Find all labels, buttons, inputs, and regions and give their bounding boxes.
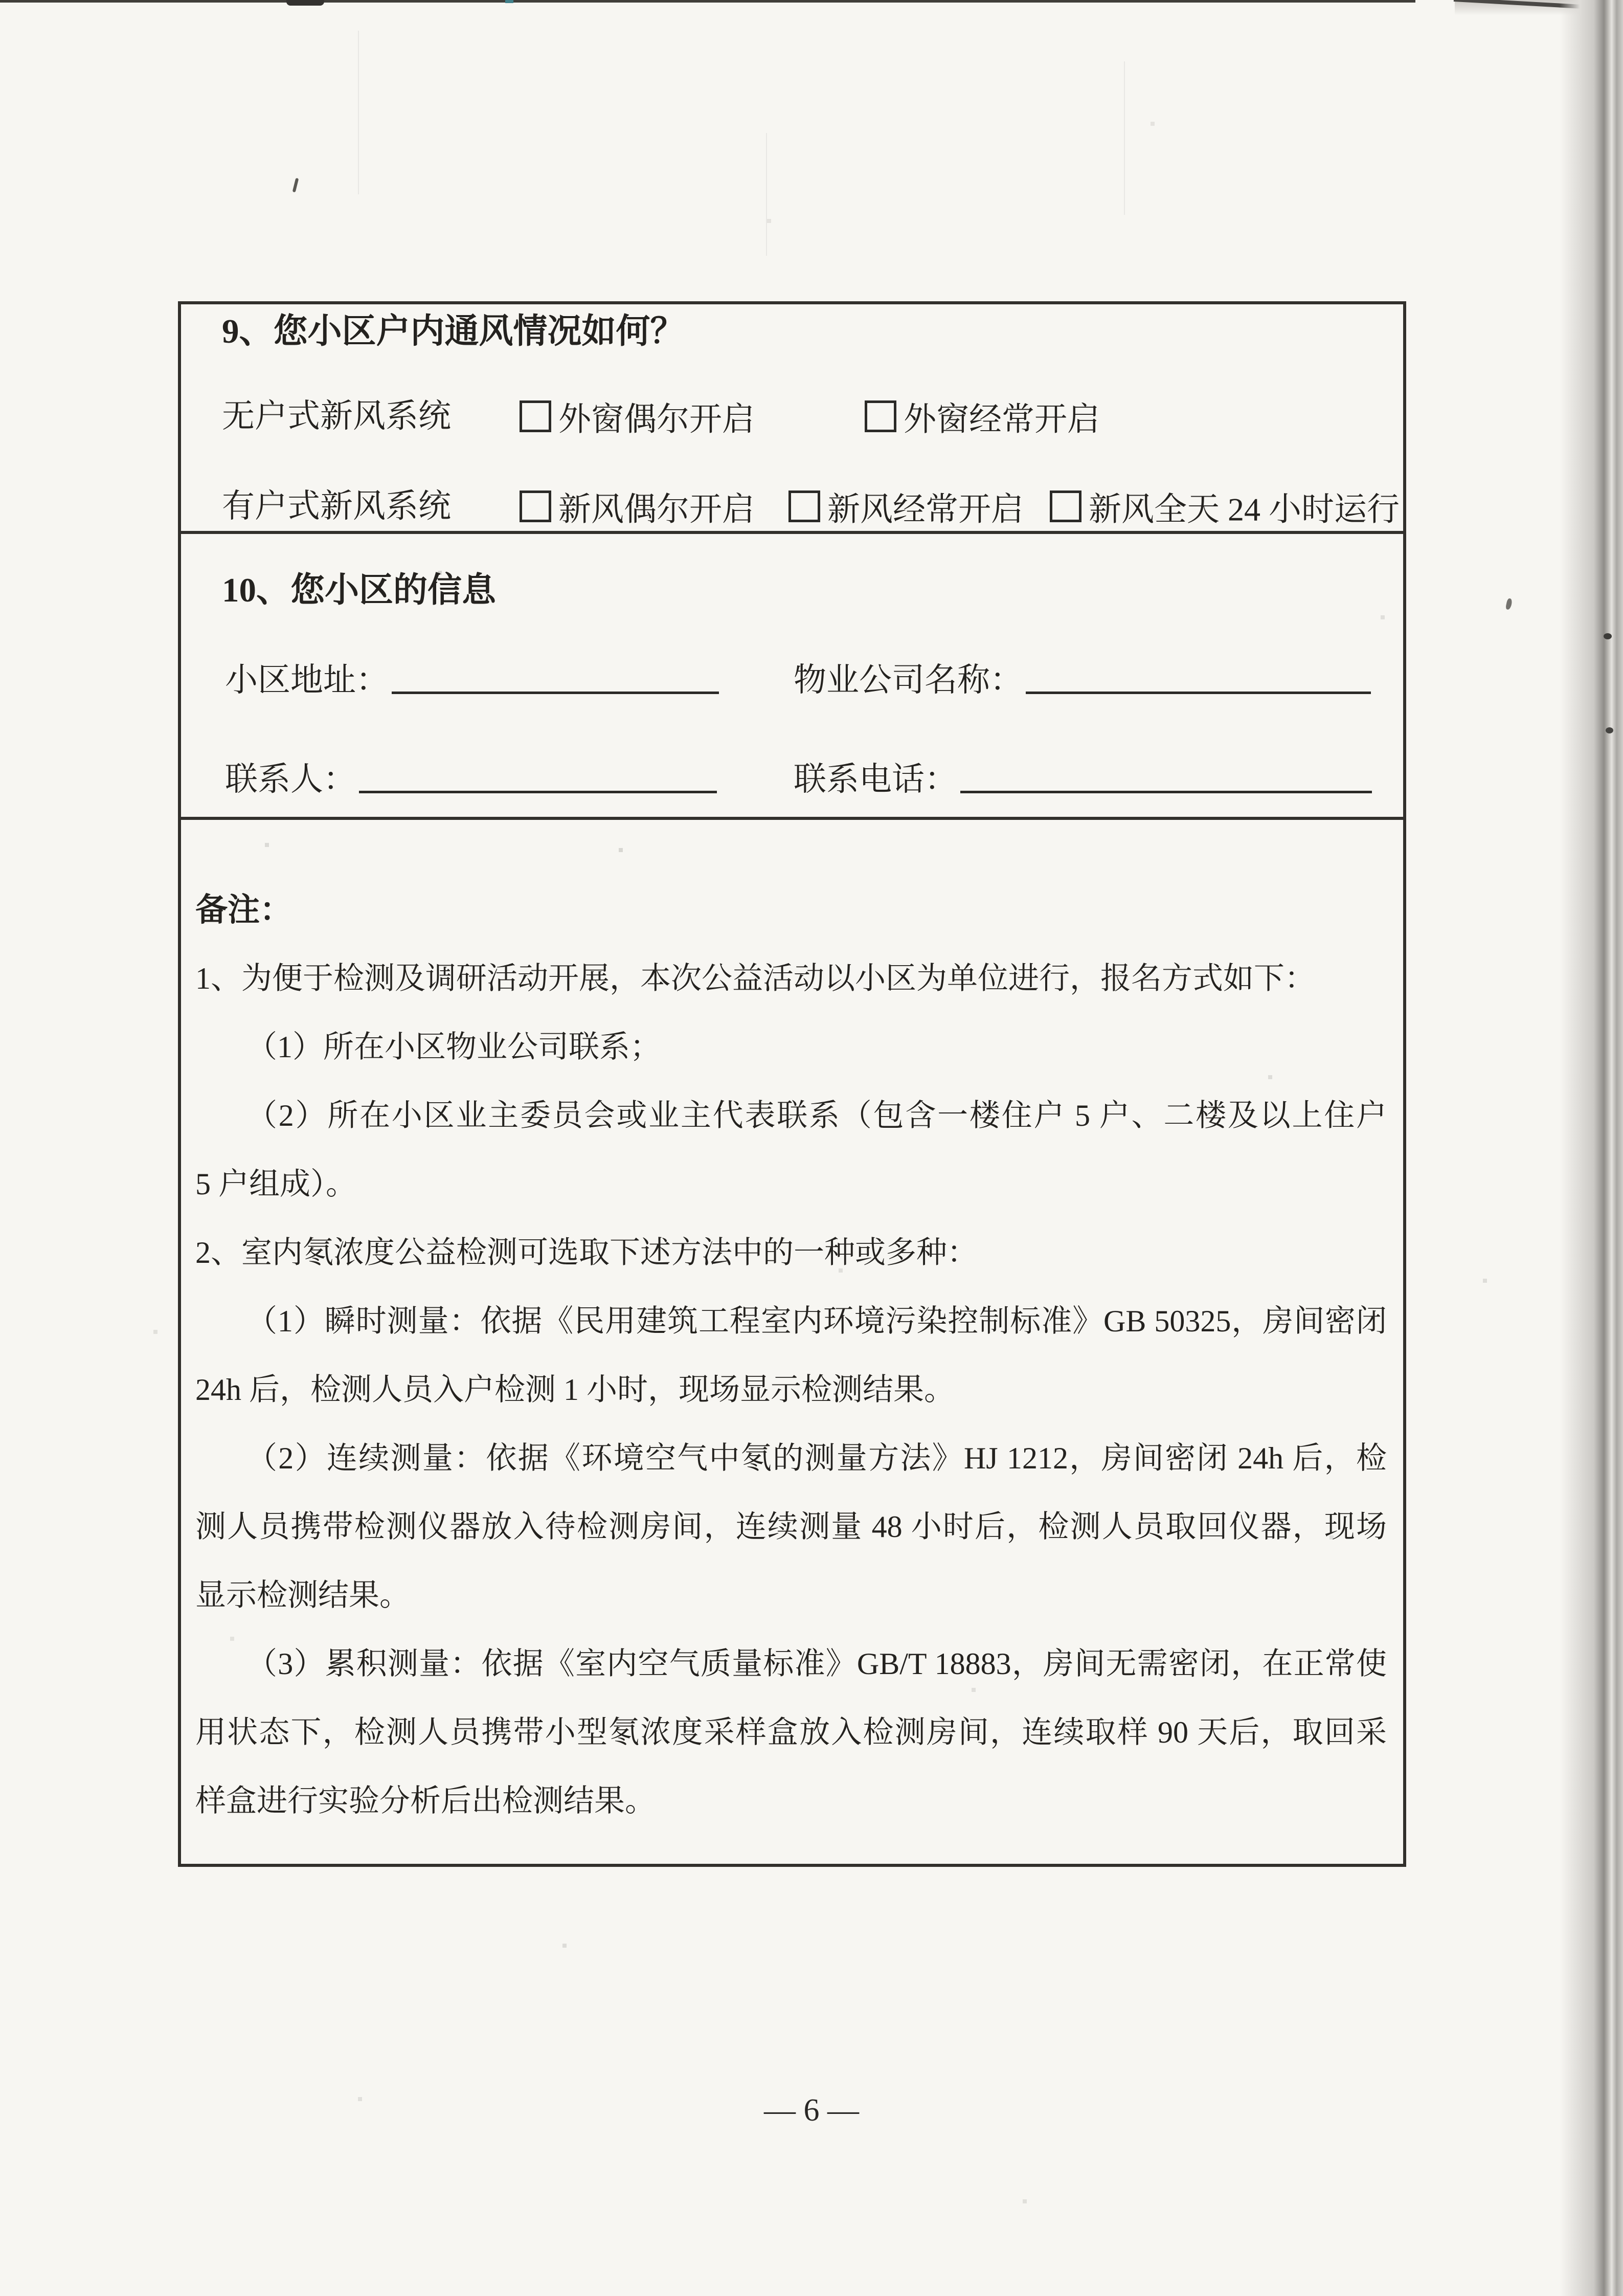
q9-option-freshair-24h bbox=[1050, 482, 1400, 534]
field-label: 联系电话： bbox=[794, 761, 957, 797]
notes-heading: 备注： bbox=[195, 892, 292, 928]
checkbox-icon bbox=[788, 491, 820, 522]
notes-line: （1）瞬时测量：依据《民用建筑工程室内环境污染控制标准》GB 50325，房间密闭 bbox=[246, 1304, 1387, 1338]
checkbox-icon bbox=[865, 400, 896, 432]
field-label: 小区地址： bbox=[225, 662, 389, 698]
notes-line: 24h 后，检测人员入户检测 1 小时，现场显示检测结果。 bbox=[195, 1373, 955, 1407]
notes-line: 测人员携带检测仪器放入待检测房间，连续测量 48 小时后，检测人员取回仪器，现场 bbox=[195, 1510, 1387, 1544]
blank-line-contact-person bbox=[359, 786, 717, 793]
field-label: 物业公司名称： bbox=[794, 662, 1023, 698]
blank-line-property-company bbox=[1026, 686, 1371, 694]
notes-line: 用状态下，检测人员携带小型氡浓度采样盒放入检测房间，连续取样 90 天后，取回采 bbox=[195, 1715, 1387, 1749]
field-contact-person bbox=[225, 755, 717, 804]
field-contact-phone bbox=[794, 755, 1372, 804]
field-label: 联系人： bbox=[225, 761, 356, 797]
page-number: — 6 — bbox=[764, 2093, 859, 2128]
blank-line-community-address bbox=[392, 686, 719, 694]
option-label: 新风全天 24 小时运行 bbox=[1089, 491, 1400, 528]
q9-option-freshair-often bbox=[788, 482, 1024, 534]
field-property-company bbox=[794, 656, 1371, 705]
question-9-title: 9、您小区户内通风情况如何？ bbox=[222, 313, 685, 350]
checkbox-icon bbox=[520, 400, 551, 432]
notes-line: （3）累积测量：依据《室内空气质量标准》GB/T 18883，房间无需密闭，在正常使 bbox=[246, 1647, 1387, 1681]
option-label: 外窗经常开启 bbox=[904, 401, 1100, 438]
field-community-address bbox=[225, 656, 719, 705]
notes-line: 显示检测结果。 bbox=[195, 1578, 410, 1612]
option-label: 新风经常开启 bbox=[827, 491, 1024, 528]
scan-speck bbox=[292, 178, 299, 193]
scan-top-edge-line bbox=[0, 0, 1415, 3]
scan-right-binding-band bbox=[1560, 0, 1623, 2296]
q9-option-freshair-occasionally bbox=[520, 482, 755, 534]
question-10-title: 10、您小区的信息 bbox=[222, 571, 496, 609]
scan-color-speck bbox=[505, 0, 513, 3]
section-divider-q10-notes bbox=[178, 817, 1406, 820]
option-label: 外窗偶尔开启 bbox=[558, 401, 755, 438]
notes-line: （1）所在小区物业公司联系； bbox=[246, 1030, 661, 1064]
q9-option-window-often-open bbox=[865, 392, 1100, 444]
scan-scratch bbox=[766, 133, 767, 256]
q9-option-window-occasionally-open bbox=[520, 392, 755, 444]
scan-top-edge-blob bbox=[286, 0, 324, 6]
notes-line: 5 户组成）。 bbox=[195, 1167, 356, 1201]
option-label: 新风偶尔开启 bbox=[558, 491, 755, 528]
scan-scratch bbox=[1124, 61, 1125, 215]
scan-scratch bbox=[358, 31, 359, 194]
scan-speck bbox=[1606, 727, 1613, 733]
notes-line: 1、为便于检测及调研活动开展，本次公益活动以小区为单位进行，报名方式如下： bbox=[195, 962, 1315, 995]
scan-speck bbox=[1505, 598, 1513, 610]
scan-noise bbox=[0, 0, 2, 2]
checkbox-icon bbox=[520, 491, 551, 522]
notes-section bbox=[195, 876, 1387, 1835]
notes-line: 2、室内氡浓度公益检测可选取下述方法中的一种或多种： bbox=[195, 1236, 978, 1269]
scan-speck bbox=[1604, 633, 1612, 639]
notes-line: 样盒进行实验分析后出检测结果。 bbox=[195, 1784, 656, 1818]
notes-line: （2）所在小区业主委员会或业主代表联系（包含一楼住户 5 户、二楼及以上住户 bbox=[246, 1099, 1387, 1132]
notes-line: （2）连续测量：依据《环境空气中氡的测量方法》HJ 1212，房间密闭 24h 后，检 bbox=[246, 1441, 1387, 1475]
blank-line-contact-phone bbox=[960, 786, 1372, 793]
q9-row2-label: 有户式新风系统 bbox=[222, 488, 451, 524]
checkbox-icon bbox=[1050, 491, 1081, 522]
q9-row1-label: 无户式新风系统 bbox=[222, 398, 451, 434]
